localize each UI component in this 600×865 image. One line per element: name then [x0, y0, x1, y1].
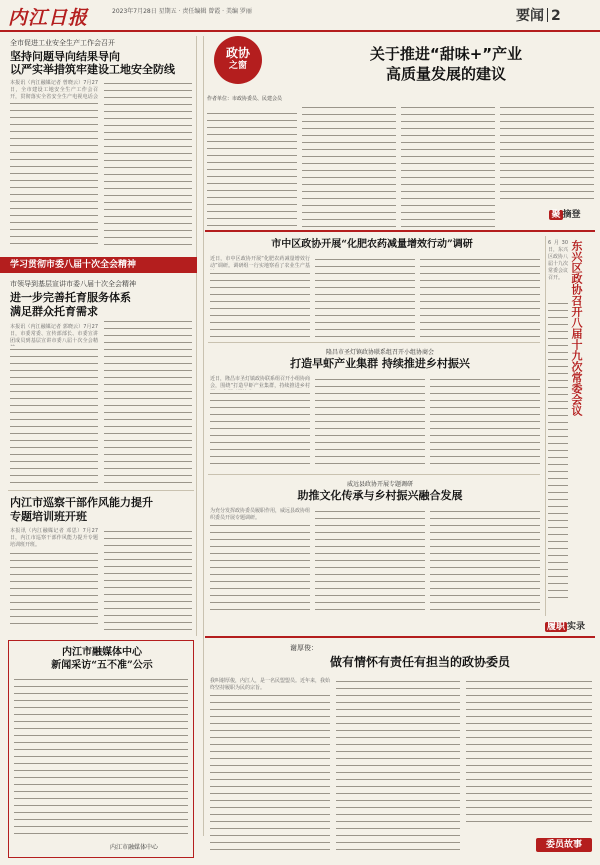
story-body-text: [210, 692, 330, 852]
section-name: 要闻: [516, 8, 544, 24]
column-badge: [214, 36, 262, 84]
notice-title-line: 新闻采访“五不准”公示: [51, 660, 153, 671]
feature-title: [326, 44, 566, 84]
column-rule: [196, 36, 197, 636]
feature-body-text: [302, 104, 396, 230]
notice-title: [14, 646, 190, 672]
notice-footer: 内江市融媒体中心: [110, 844, 159, 851]
page-number: 2: [551, 8, 561, 24]
section-rule: [8, 490, 194, 491]
story-title: 助推文化传承与乡村振兴融合发展: [297, 489, 463, 502]
story-body-text: [336, 678, 460, 852]
dateline: 2023年7月28日 星期五 · 责任编辑 曾霞 · 美编 罗丽: [112, 8, 252, 15]
feature-body-text: [401, 104, 495, 230]
vertical-title: 东兴区政协召开八届十九次常委会议: [570, 240, 583, 416]
article-title-line: 进一步完善托育服务体系: [10, 291, 131, 304]
masthead: [0, 0, 600, 32]
article-title-line: 内江市巡察干部作风能力提升: [10, 496, 153, 509]
story-lead: 我叫谢厚俊，内江人，是一名民盟盟员。近年来，我始终坚持履职为民的宗旨。: [210, 678, 331, 691]
notice-title-line: 内江市融媒体中心: [62, 647, 142, 658]
story-title: 做有情怀有责任有担当的政协委员: [329, 655, 510, 669]
article-body-text: [104, 318, 192, 484]
article-title: [10, 291, 195, 319]
feature-body-text: [207, 110, 297, 230]
section-rule: [208, 342, 540, 343]
article-kicker: 全市促进工业安全生产工作会召开: [10, 39, 115, 47]
story-lead: 近日，隆昌市圣灯镇政协联系组召开小组协商会，围绕“打造早虾产业集群，持续推进乡村: [210, 376, 311, 389]
story-lead: 近日，市中区政协开展“化肥农药减量增效行动”调研。调研组一行实地察看了农业生产基: [210, 256, 310, 269]
feature-body-text: [500, 104, 594, 204]
notice-body-text: [14, 676, 188, 836]
story-body-text: [210, 522, 310, 612]
story-body-text: [466, 678, 592, 828]
member-story-badge: 委员故事: [536, 838, 592, 852]
story-body-text: [315, 508, 425, 612]
story-kicker: 威远县政协开展专题调研: [346, 481, 413, 488]
article-kicker: 市领导到基层宣讲市委八届十次全会精神: [10, 280, 136, 288]
article-body: 本报讯（内江融媒记者 曾晓云）7月27日，全市建设工地安全生产工作会召开，贯彻落实全省安全生产电视电话会: [10, 80, 98, 100]
badge-text: 之窗: [228, 61, 247, 71]
lvzhi-badge-suffix: 实录: [567, 622, 586, 632]
article-body-text: [10, 550, 98, 630]
digest-badge: [540, 208, 590, 222]
article-title-line: 以严实举措筑牢建设工地安全防线: [10, 63, 175, 76]
story-lead: 为充分发挥政协委员履职作用，威远县政协组织委员开展专题调研。: [210, 508, 311, 521]
column-rule: [545, 236, 546, 616]
column-rule: [203, 36, 204, 836]
article-body-text: [104, 80, 192, 250]
feature-author: 作者单位：市政协委员、民建会员: [207, 96, 283, 102]
vertical-lead: 6月30日，东兴区政协八届十九次常委会议召开。: [548, 240, 569, 281]
lvzhi-badge: [545, 620, 595, 634]
section-label: [516, 5, 561, 25]
digest-badge-label: 摘登: [562, 210, 581, 220]
topic-banner: 学习贯彻市委八届十次全会精神: [0, 257, 197, 273]
section-rule: [205, 636, 595, 638]
article-body-text: [104, 528, 192, 630]
digest-badge-char: 聚: [551, 210, 561, 220]
story-body-text: [315, 376, 425, 470]
article-title-line: 坚持问题导向结果导向: [10, 50, 120, 63]
story-body-text: [210, 390, 310, 470]
story-body-text: [210, 270, 310, 340]
story-kicker: 谢厚俊：: [290, 644, 318, 652]
story-kicker: 隆昌市圣灯镇政协联系组召开小组协商会: [325, 349, 434, 356]
lvzhi-badge-label: 履职: [547, 622, 566, 632]
article-body: 本报讯（内江融媒记者 郭晓云）7月27日，市委常委、宣传部部长、市委宣讲团成员到基层宣讲市委八届十次全会精: [10, 324, 98, 344]
story-title: 打造早虾产业集群 持续推进乡村振兴: [290, 357, 470, 370]
article-body-text: [10, 346, 98, 484]
section-rule: [208, 474, 540, 475]
article-title: [10, 496, 195, 524]
section-divider: [547, 8, 548, 22]
badge-text: 政协: [225, 46, 250, 60]
story-body-text: [315, 256, 415, 340]
article-body-text: [10, 100, 98, 250]
story-body-text: [430, 376, 540, 470]
story-title: 市中区政协开展“化肥农药减量增效行动”调研: [271, 239, 473, 250]
story-body-text: [430, 508, 540, 612]
feature-title-line: 高质量发展的建议: [385, 65, 506, 83]
article-body: 本报讯（内江融媒记者 邓思）7月27日，内江市巡察干部作风能力提升专题培训班开班。: [10, 528, 98, 548]
article-title-line: 专题培训班开班: [10, 510, 87, 523]
article-title-line: 满足群众托育需求: [10, 305, 98, 318]
feature-title-line: 关于推进“甜味+”产业: [369, 45, 523, 63]
newspaper-logo: 内江日报: [8, 7, 89, 29]
section-rule: [205, 230, 595, 232]
article-title: [10, 50, 195, 76]
story-body-text: [420, 256, 540, 340]
vertical-body-text: [548, 300, 568, 600]
